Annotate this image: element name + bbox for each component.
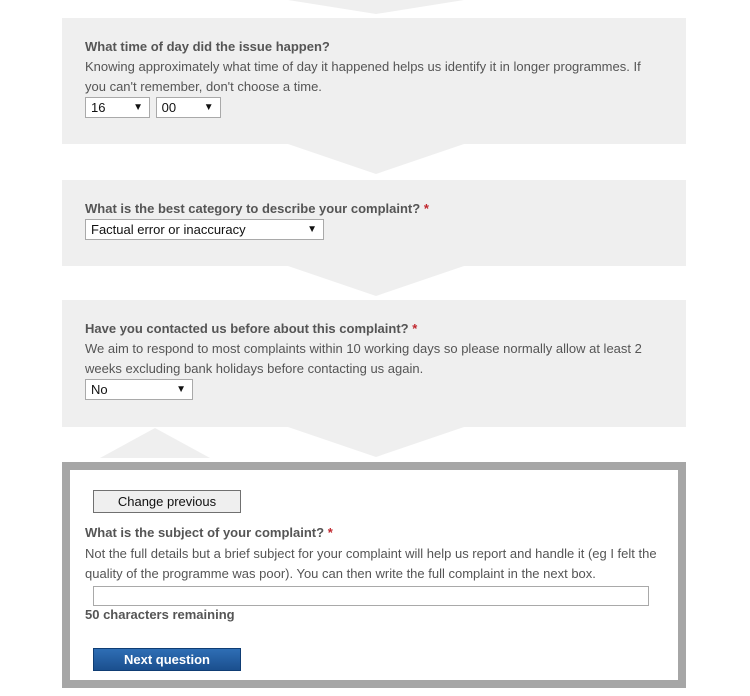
minute-select[interactable] [156, 97, 221, 118]
characters-remaining: 50 characters remaining [85, 607, 235, 622]
time-question-hint: Knowing approximately what time of day it happened helps us identify it in longer programmes. If you can't remember, don't choose a time. [85, 59, 641, 94]
contacted-select-value: No [91, 382, 108, 397]
time-question-title: What time of day did the issue happen? [85, 39, 330, 54]
subject-input[interactable] [93, 586, 649, 606]
contacted-question-title: Have you contacted us before about this complaint? * [85, 321, 418, 336]
subject-question-panel [62, 462, 686, 688]
category-question-panel [62, 180, 686, 266]
subject-question-hint: Not the full details but a brief subject for your complaint will help us report and handle it (eg I felt the quality of the programme was poor). You can then write the full complaint in the next box. [85, 546, 657, 581]
arrow-up-icon [100, 428, 210, 458]
hour-select[interactable] [85, 97, 150, 118]
caret-down-icon: ▼ [307, 224, 317, 235]
flow-arrow-icon [288, 266, 464, 296]
minute-select-value: 00 [161, 100, 177, 115]
flow-arrow-icon [288, 144, 464, 174]
category-select-value: Factual error or inaccuracy [91, 222, 246, 237]
caret-down-icon: ▼ [133, 102, 143, 113]
flow-arrow-icon [288, 0, 464, 14]
category-select[interactable] [85, 219, 324, 240]
caret-down-icon: ▼ [203, 102, 214, 113]
flow-arrow-icon [288, 427, 464, 457]
subject-question-title: What is the subject of your complaint? * [85, 525, 333, 540]
next-question-button[interactable]: Next question [93, 648, 241, 671]
required-marker: * [423, 201, 429, 216]
hour-select-value: 16 [91, 100, 106, 115]
required-marker: * [327, 525, 333, 540]
required-marker: * [412, 321, 418, 336]
caret-down-icon: ▼ [176, 384, 186, 395]
change-previous-button[interactable]: Change previous [93, 490, 241, 513]
contacted-question-panel [62, 300, 686, 427]
category-question-title: What is the best category to describe your complaint? * [85, 201, 429, 216]
time-question-panel [62, 18, 686, 144]
contacted-question-hint: We aim to respond to most complaints within 10 working days so please normally allow at least 2 weeks excluding bank holidays before contacting us again. [85, 341, 642, 376]
contacted-select[interactable] [85, 379, 193, 400]
